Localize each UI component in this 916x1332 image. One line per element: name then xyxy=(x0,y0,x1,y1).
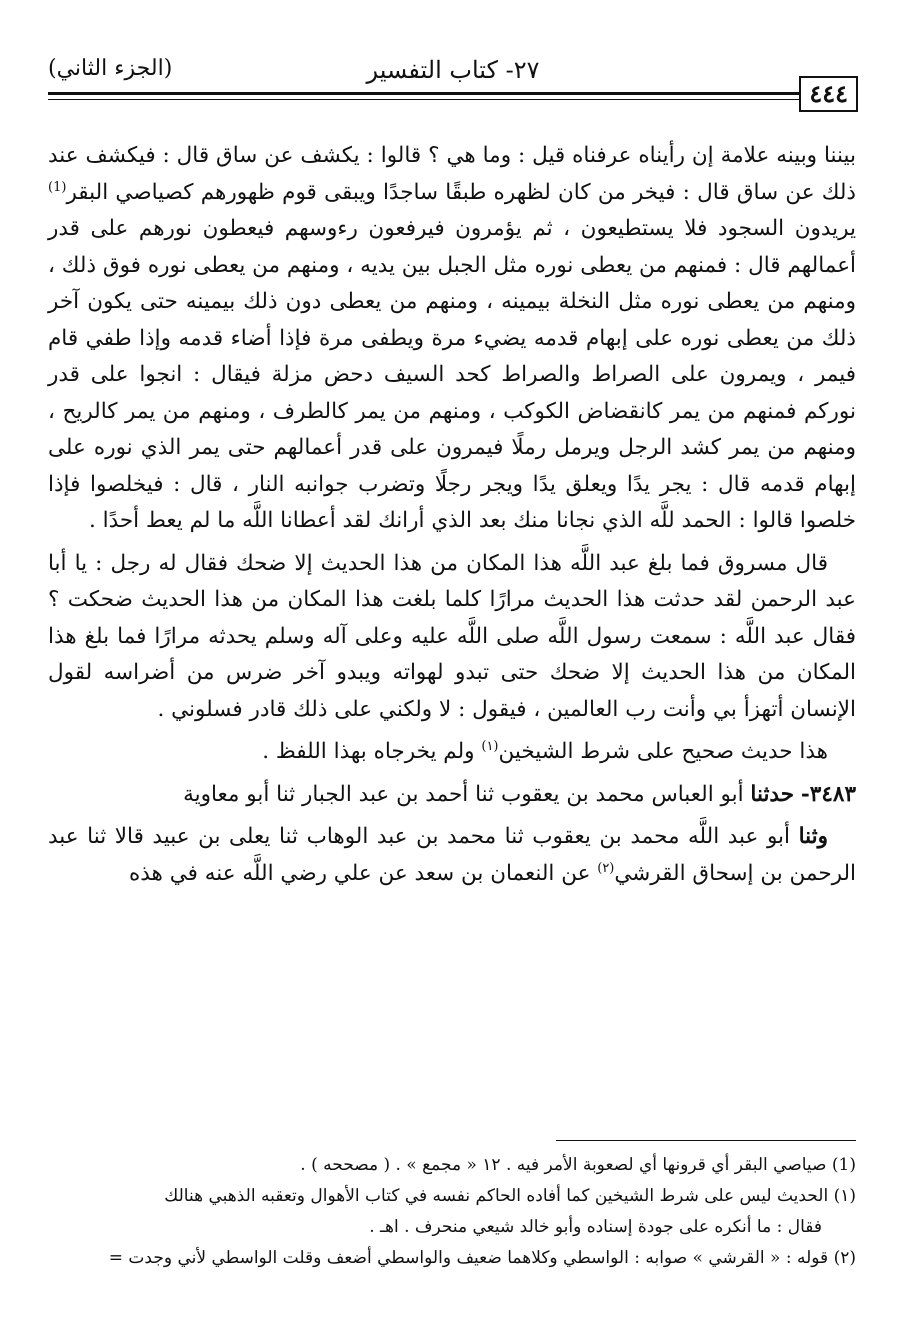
part-label: (الجزء الثاني) xyxy=(48,56,173,81)
paragraph-5 xyxy=(48,819,856,892)
paragraph-3-text: هذا حديث صحيح على شرط الشيخين xyxy=(498,739,828,764)
footnote-3: (٢) قوله : « القرشي » صوابه : الواسطي وكلاهما ضعيف والواسطي أضعف وقلت الواسطي لأني وجدت = xyxy=(108,1248,856,1268)
paragraph-1-rest: يريدون السجود فلا يستطيعون ، ثم يؤمرون فيرفعون رءوسهم فيعطون نورهم على قدر أعمالهم قال : فمنهم من يعطى نوره مثل الجبل بين يديه ، ومنهم من يعطى نوره فوق ذلك ، ومنهم من يعطى نوره مثل النخلة بيمينه ، ومنهم من يعطى دون ذلك بيمينه حتى يكون آخر ذلك من يعطى نوره على إبهام قدمه يضيء مرة ويطفى مرة فإذا أضاء قدمه وإذا طفي قام فيمر ، ويمرون على الصراط والصراط كحد السيف دحض مزلة فيقال : انجوا على قدر نوركم فمنهم من يمر كانقضاض الكوكب ، ومنهم من يمر كالطرف ، ومنهم من يمر كالريح ، ومنهم من يمر كشد الرجل ويرمل رملًا فيمرون على قدر أعمالهم حتى يمر الذي نوره على إبهام قدمه قال : يجر يدًا ويعلق يدًا ويجر رجلًا وتضرب جوانبه النار ، قال : فيخلصوا فإذا خلصوا قالوا : الحمد للَّه الذي نجانا منك بعد الذي أرانك لقد أعطانا اللَّه ما لم يعط أحدًا . xyxy=(48,216,856,533)
footnote-ref-2: (١) xyxy=(481,738,499,754)
header-rule-thick xyxy=(48,92,858,95)
paragraph-3-rest: ولم يخرجاه بهذا اللفظ . xyxy=(262,739,482,764)
hadith-number: ٣٤٨٣- xyxy=(800,781,856,807)
hadith-text: أبو العباس محمد بن يعقوب ثنا أحمد بن عبد الجبار ثنا أبو معاوية xyxy=(183,781,751,807)
footnote-divider xyxy=(556,1140,856,1141)
page-header xyxy=(48,56,858,108)
paragraph-1 xyxy=(48,138,856,540)
footnote-2-continuation: فقال : ما أنكره على جودة إسناده وأبو خالد شيعي منحرف . اهـ . xyxy=(369,1217,822,1237)
paragraph-3 xyxy=(48,734,856,771)
paragraph-2 xyxy=(48,546,856,729)
footnote-2: (١) الحديث ليس على شرط الشيخين كما أفاده الحاكم نفسه في كتاب الأهوال وتعقبه الذهبي هنالك xyxy=(164,1186,856,1206)
header-rule-thin xyxy=(48,99,858,100)
page-number: ٤٤٤ xyxy=(799,76,858,112)
paragraph-1-text: بيننا وبينه علامة إن رأيناه عرفناه قيل : وما هي ؟ قالوا : يكشف عن ساق قال : فيكشف عند ذلك عن ساق قال : فيخر من كان لظهره طبقًا ساجدًا ويبقى قوم ظهورهم كصياصي البقر xyxy=(48,143,856,205)
hadith-3483 xyxy=(48,777,856,814)
footnote-ref-1: (1) xyxy=(48,179,67,195)
main-text xyxy=(48,138,856,898)
footnote-ref-3: (٢) xyxy=(597,860,615,876)
paragraph-5-text: أبو عبد اللَّه محمد بن يعقوب ثنا محمد بن عبد الوهاب ثنا يعلى بن عبيد قالا ثنا عبد الرحمن بن إسحاق القرشي xyxy=(48,824,856,886)
chapter-title: ٢٧- كتاب التفسير xyxy=(366,56,540,84)
footnote-1: (1) صياصي البقر أي قرونها أي لصعوبة الأمر فيه . ١٢ « مجمع » . ( مصححه ) . xyxy=(300,1155,856,1175)
paragraph-5-lead: وثنا xyxy=(798,824,828,849)
paragraph-5-rest: عن النعمان بن سعد عن علي رضي اللَّه عنه في هذه xyxy=(128,860,598,886)
hadith-lead: حدثنا xyxy=(750,781,795,807)
footnotes xyxy=(48,1150,856,1274)
paragraph-2-text: قال مسروق فما بلغ عبد اللَّه هذا المكان من هذا الحديث إلا ضحك فقال له رجل : يا أبا عبد الرحمن لقد حدثت هذا الحديث مرارًا كلما بلغت هذا المكان من هذا الحديث ضحكت ؟ فقال عبد اللَّه : سمعت رسول اللَّه صلى اللَّه عليه وعلى آله وسلم يحدثه مرارًا فما بلغ هذا المكان من هذا الحديث إلا ضحك حتى تبدو لهواته ويبدو آخر ضرس من أضراسه لقول الإنسان أتهزأ بي وأنت رب العالمين ، فيقول : لا ولكني على ذلك قادر فسلوني . xyxy=(48,550,856,722)
